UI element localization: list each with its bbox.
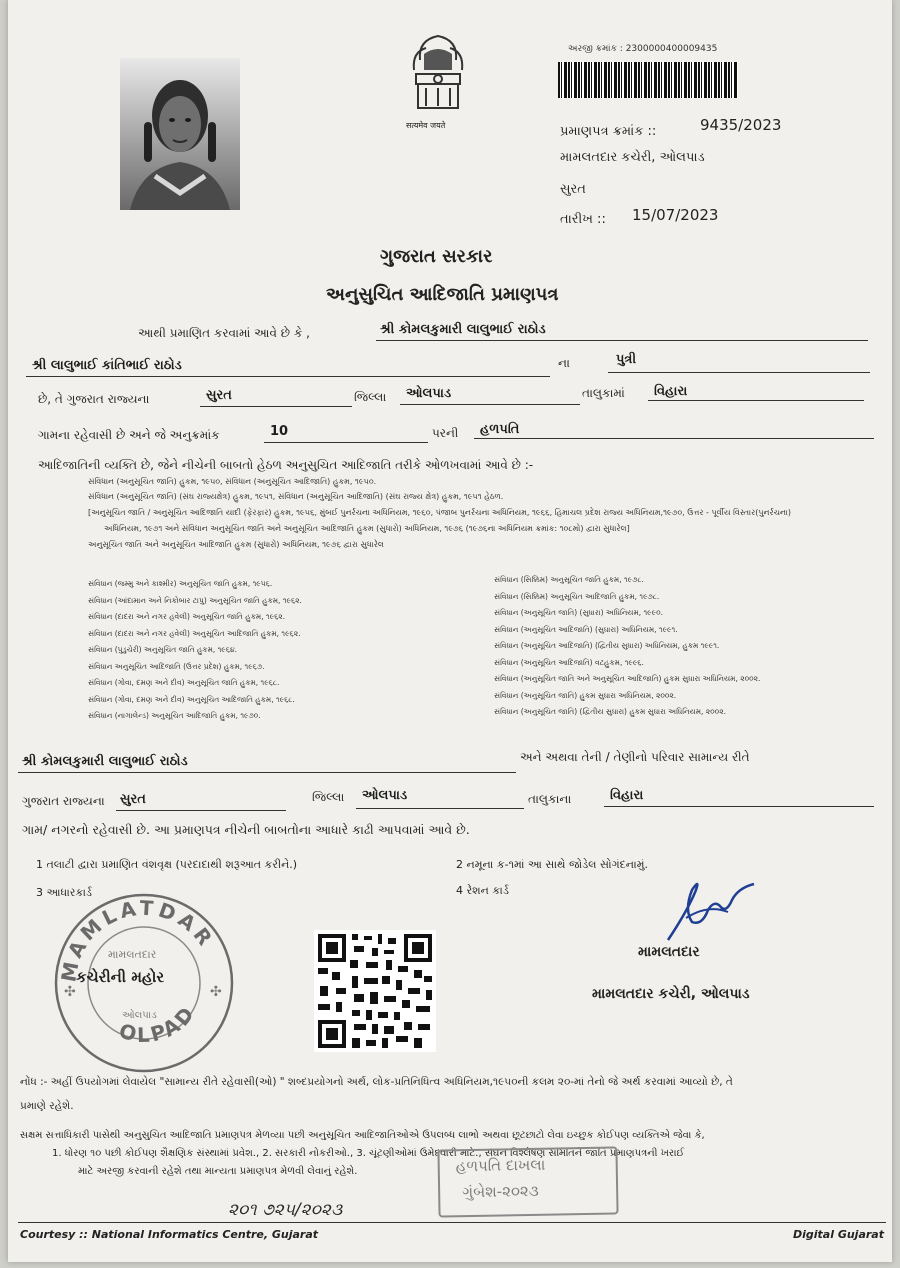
svg-text:OLPAD [116, 1000, 200, 1047]
underline [648, 400, 864, 401]
order-item: સંવિધાન (ગોવા, દમણ અને દીવ) અનુસૂચિત જાતિ હુકમ, ૧૯૬૮. [88, 678, 280, 687]
svg-text:✣: ✣ [64, 984, 76, 1000]
seal-inner-bottom: ઓલપાડ [122, 1010, 157, 1021]
basis-text: ગામ/ નગરનો રહેવાસી છે. આ પ્રમાણપત્ર નીચેની બાબતોના આધારે કાઢી આપવામાં આવે છે. [22, 822, 470, 837]
note-3: 1. ધોરણ ૧૦ પછી કોઈપણ શૈક્ષણિક સંસ્થામાં પ્રવેશ., 2. સરકારી નોકરીઓ., 3. ચૂંટણીઓમાં ઉમેદવારી માટે., સંઘન વિશ્લેષણ સમિતિને જાતિ પ્રમાણપત્રની ખરાઈ [52, 1148, 685, 1159]
barcode [558, 62, 738, 98]
handwritten-number: ૨૦૧ ૭૨૫/૨૦૨૩ [228, 1200, 343, 1220]
document-item: 4 રેશન કાર્ડ [456, 884, 509, 897]
order-item: સંવિધાન (ગોવા, દમણ અને દીવ) અનુસૂચિત આદિજાતિ હુકમ, ૧૯૬૮. [88, 694, 295, 704]
resident-label: ગામના રહેવાસી છે અને જે અનુક્રમાંક [38, 428, 220, 442]
order-item: સંવિધાન (અનુસૂચિત જાતિ અને અનુસૂચિત આદિજાતિ) હુકમ સુધારા અધિનિયમ, ૨૦૦૨. [494, 674, 761, 683]
certificate-number-label: પ્રમાણપત્ર ક્રમાંક :: [560, 124, 657, 139]
order-item: સંવિધાન (દાદરા અને નગર હવેલી) અનુસૂચિત આદિજાતિ હુકમ, ૧૯૬૨. [88, 628, 301, 638]
recognition-text: આદિજાતિની વ્યક્તિ છે, જેને નીચેની બાબતો હેઠળ અનુસુચિત આદિજાતિ તરીકે ઓળખવામાં આવે છે :- [38, 458, 534, 472]
government-title: ગુજરાત સરકાર [380, 246, 493, 267]
certify-label: આથી પ્રમાણિત કરવામાં આવે છે કે , [138, 326, 310, 340]
underline [116, 810, 286, 811]
state-label: છે, તે ગુજરાત રાજ્યના [38, 392, 150, 406]
certificate-number: 9435/2023 [700, 116, 782, 134]
taluka2-label: તાલુકાના [528, 792, 572, 806]
order-item: સંવિધાન (અનુસૂચિત જાતિ) (દ્વિતીય સુધારા) હુકમ સુધારા અધિનિયમ, ૨૦૦૨. [494, 707, 726, 716]
relation: પુત્રી [616, 352, 637, 367]
family-text: અને અથવા તેની / તેણીનો પરિવાર સામાન્ય રીતે [520, 750, 750, 764]
caste-value: હળપતિ [480, 422, 520, 437]
order-item: સંવિધાન અનુસૂચિત આદિજાતિ (ઉત્તર પ્રદેશ) હુકમ, ૧૯૬૭. [88, 661, 265, 671]
na-label: ના [558, 356, 570, 370]
note-4: માટે અરજી કરવાની રહેશે તથા માન્યતા પ્રમાણપત્ર મેળવી લેવાનું રહેશે. [78, 1166, 358, 1177]
underline [376, 340, 868, 341]
underline [356, 808, 524, 809]
district2-label: જિલ્લા [312, 790, 345, 804]
order-item: સંવિધાન (અનુસૂચિત આદિજાતિ) (સુધારા) અધિનિયમ, ૧૯૯૧. [494, 624, 678, 634]
order-item: સંવિધાન (અનુસૂચિત આદિજાતિ) (દ્વિતીય સુધારા) અધિનિયમ, હુકમ ૧૯૯૧. [494, 641, 720, 650]
order-item: સંવિધાન (અનુસૂચિત આદિજાતિ) વટહુકમ, ૧૯૯૬. [494, 657, 644, 667]
district-label: જિલ્લા [354, 390, 387, 404]
document-item: 1 તલાટી દ્વારા પ્રમાણિત વંશવૃક્ષ (પરદાદાથી શરૂઆત કરીને.) [36, 858, 298, 871]
serial-number: 10 [270, 424, 289, 439]
seal-top-text: MAMLATDAR [56, 895, 220, 984]
par-label: પરની [432, 426, 459, 440]
taluka-value: ઓલપાડ [406, 386, 452, 401]
order-line: સંવિધાન (અનુસૂચિત જાતિ) હુકમ, ૧૯૫૦, સંવિધાન (અનુસૂચિત આદિજાતિ) હુકમ, ૧૯૫૦. [88, 477, 377, 486]
underline [18, 772, 516, 773]
footer-courtesy: Courtesy :: National Informatics Centre, Gujarat [20, 1228, 319, 1241]
issuing-district: સુરત [560, 182, 586, 197]
footer-brand: Digital Gujarat [793, 1228, 884, 1241]
certificate-title: અનુસુચિત આદિજાતિ પ્રમાણપત્ર [326, 284, 559, 305]
seal-bottom-text: OLPAD [116, 1000, 201, 1048]
order-line: [અનુસૂચિત જાતિ / અનુસૂચિત આદિજાતિ યાદી (ફેરફાર) હુકમ, ૧૯૫૬, મુંબઈ પુનર્રચના અધિનિયમ, ૧૯૬૦, પંજાબ પુનર્રચના અધિનિયમ, ૧૯૬૬, હિમાચલ પ્રદેશ રાજ્ય અધિનિયમ,૧૯૭૦, ઉત્તર - પૂર્વીય વિસ્તાર(પુનર્રચના) [88, 508, 792, 517]
date-label: તારીખ :: [560, 212, 606, 227]
underline [26, 376, 550, 377]
order-item: સંવિધાન (નાગાલેન્ડ) અનુસૂચિત આદિજાતિ હુકમ, ૧૯૭૦. [88, 711, 261, 720]
order-item: સંવિધાન (જમ્મુ અને કાશ્મીર) અનુસૂચિત જાતિ હુકમ, ૧૯૫૬. [88, 579, 273, 588]
order-line: સંવિધાન (અનુસૂચિત જાતિ) (સંઘ રાજ્યક્ષેત્ર) હુકમ, ૧૯૫૧, સંવિધાન (અનુસૂચિત આદિજાતિ) (સંઘ રાજ્ય ક્ષેત્ર) હુકમ, ૧૯૫૧ હેઠળ. [88, 492, 504, 501]
taluka2-value: ઓલપાડ [362, 788, 408, 803]
underline [200, 406, 352, 407]
certificate-page [8, 0, 892, 1262]
national-emblem-icon [398, 30, 478, 122]
seal-center-text: કચેરીની મહોર [76, 968, 165, 986]
applicant-name-2: શ્રી કોમલકુમારી લાલુભાઈ રાઠોડ [22, 754, 188, 769]
signatory-title: મામલતદાર [638, 944, 700, 960]
signatory-office: મામલતદાર કચેરી, ઓલપાડ [592, 986, 750, 1002]
order-item: સંવિધાન (આંદામાન અને નિકોબાર ટાપુ) અનુસૂચિત જાતિ હુકમ, ૧૯૬૨. [88, 595, 302, 605]
order-item: સંવિધાન (સિક્કિમ) અનુસૂચિત આદિજાતિ હુકમ, ૧૯૭૮. [494, 591, 660, 601]
emblem-caption: सत्यमेव जयते [406, 121, 446, 130]
applicant-photo [120, 58, 240, 210]
order-line: અનુસૂચિત જાતિ અને અનુસૂચિત આદિજાતિ હુકમ (સુધારો) અધિનિયમ, ૧૯૭૬ દ્વારા સુધારેલ [88, 540, 384, 549]
underline [608, 372, 870, 373]
stamp-line-1: હળપતિ દાખલા [455, 1155, 546, 1176]
district-value: સુરત [206, 388, 232, 403]
issue-date: 15/07/2023 [632, 206, 719, 224]
district2-value: સુરત [120, 792, 146, 807]
stamp-line-2: ગુંબેશ-૨૦૨૩ [462, 1181, 539, 1202]
underline [474, 438, 874, 439]
seal-inner-text: મામલતદાર [108, 948, 157, 961]
svg-text:✣: ✣ [210, 984, 222, 1000]
underline [264, 442, 428, 443]
orders-right-column [494, 572, 760, 721]
order-item: સંવિધાન (સિક્કિમ) અનુસૂચિત જાતિ હુકમ, ૧૯૭૮. [494, 575, 644, 584]
village-value: વિહારા [654, 384, 688, 399]
note-1b: પ્રમાણે રહેશે. [20, 1100, 74, 1112]
applicant-name: શ્રી કોમલકુમારી લાલુભાઈ રાઠોડ [380, 322, 546, 337]
note-1: નોંધ :- અહીં ઉપયોગમાં લેવાયેલ "સામાન્ય રીતે રહેવાસી(ઓ) " શબ્દપ્રયોગનો અર્થ, લોક-પ્રતિનિધિત્વ અધિનિયમ,૧૯૫૦ની કલમ ૨૦-માં તેનો જે અર્થ કરવામાં આવ્યો છે, તે [20, 1076, 733, 1088]
state2-label: ગુજરાત રાજ્યના [22, 794, 105, 808]
document-item: 2 નમૂના ક-૧માં આ સાથે જોડેલ સોગંદનામું. [456, 858, 648, 871]
order-item: સંવિધાન (પુડુચેરી) અનુસૂચિત જાતિ હુકમ, ૧૯૬૪. [88, 645, 237, 654]
note-2: સક્ષમ સત્તાધિકારી પાસેથી અનુસુચિત આદિજાતિ પ્રમાણપત્ર મેળવ્યા પછી અનુસૂચિત આદિજાતિઓએ ઉપલબ્ધ લાભો અથવા છૂટછાટો લેવા ઇચ્છુક કોઈપણ વ્યક્તિએ જેવા કે, [20, 1130, 705, 1141]
signature-scribble-icon [658, 870, 758, 950]
rubber-stamp [437, 1146, 618, 1217]
qr-code [314, 930, 436, 1052]
orders-left-column [88, 576, 302, 725]
footer-rule [18, 1222, 886, 1223]
order-item: સંવિધાન (અનુસૂચિત જાતિ) હુકમ સુધારા અધિનિયમ, ૨૦૦૨. [494, 690, 677, 700]
father-name: શ્રી લાલુભાઈ કાંતિભાઈ રાઠોડ [32, 358, 182, 373]
taluka-label: તાલુકામાં [582, 386, 625, 400]
order-item: સંવિધાન (દાદરા અને નગર હવેલી) અનુસૂચિત જાતિ હુકમ, ૧૯૬૨. [88, 612, 286, 621]
document-item: 3 આધારકાર્ડ [36, 886, 92, 899]
order-item: સંવિધાન (અનુસૂચિત જાતિ) (સુધારા) અધિનિયમ, ૧૯૯૦. [494, 608, 663, 617]
order-line: અધિનિયમ, ૧૯૭૧ અને સંવિધાન અનુસૂચિત જાતિ અને અનુસૂચિત આદિજાતિ હુકમ (સુધારો) અધિનિયમ, ૧૯૭૬ (૧૯૭૬ના અધિનિયમ ક્રમાંક: ૧૦૮મો) દ્વારા સુધારેલ] [104, 524, 630, 533]
application-number: અરજી ક્રમાંક : 2300000400009435 [568, 44, 718, 54]
underline [400, 404, 580, 405]
underline [604, 806, 874, 807]
issuing-office: મામલતદાર કચેરી, ઓલપાડ [560, 150, 705, 165]
village2-value: વિહારા [610, 788, 644, 803]
